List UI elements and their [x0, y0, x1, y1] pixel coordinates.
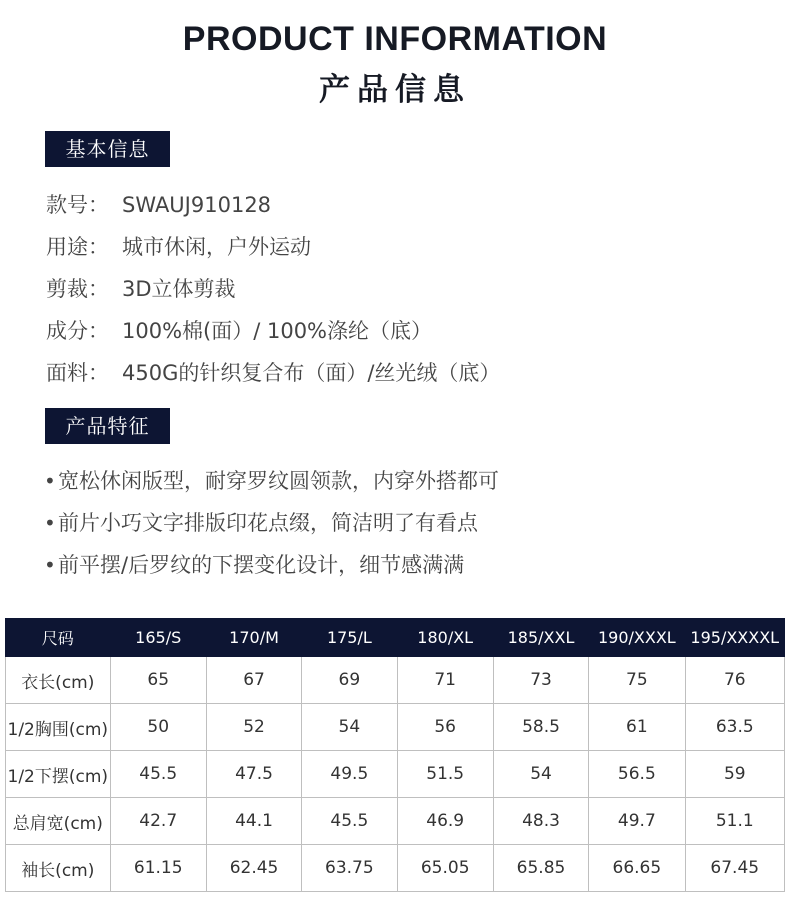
info-value: 100%棉(面）/ 100%涤纶（底） [122, 319, 433, 343]
feature-item [44, 462, 499, 504]
info-label: 面料： [46, 361, 109, 385]
info-label: 款号： [46, 193, 109, 217]
table-cell: 61.15 [110, 845, 206, 892]
table-row [6, 845, 785, 892]
table-cell: 56.5 [589, 751, 685, 798]
info-row-cut [46, 270, 500, 312]
table-cell: 47.5 [206, 751, 301, 798]
table-cell: 56 [397, 704, 493, 751]
table-cell: 58.5 [493, 704, 588, 751]
table-cell: 49.7 [589, 798, 685, 845]
size-header-cell: 185/XXL [493, 619, 588, 657]
size-chart-table [5, 618, 785, 892]
size-header-cell: 165/S [110, 619, 206, 657]
features-heading: 产品特征 [45, 408, 170, 444]
row-label-cell: 1/2下摆(cm) [6, 751, 111, 798]
page-title-en: PRODUCT INFORMATION [182, 20, 608, 58]
info-label: 用途： [46, 235, 109, 259]
info-label: 成分： [46, 319, 109, 343]
row-label-cell: 衣长(cm) [6, 657, 111, 704]
table-cell: 75 [589, 657, 685, 704]
feature-text: 前平摆/后罗纹的下摆变化设计，细节感满满 [58, 553, 465, 577]
table-cell: 51.5 [397, 751, 493, 798]
feature-item [44, 504, 499, 546]
bullet-icon: • [44, 511, 56, 535]
table-cell: 63.75 [302, 845, 397, 892]
table-cell: 45.5 [110, 751, 206, 798]
table-cell: 50 [110, 704, 206, 751]
feature-text: 前片小巧文字排版印花点缀，简洁明了有看点 [58, 511, 478, 535]
info-row-usage [46, 228, 500, 270]
info-value: 城市休闲，户外运动 [122, 235, 311, 259]
size-header-cell: 170/M [206, 619, 301, 657]
table-row [6, 657, 785, 704]
basic-info-list [46, 186, 500, 396]
info-value: 450G的针织复合布（面）/丝光绒（底） [122, 361, 501, 385]
size-header-cell: 195/XXXXL [685, 619, 784, 657]
bullet-icon: • [44, 469, 56, 493]
table-cell: 44.1 [206, 798, 301, 845]
info-value: SWAUJ910128 [122, 193, 272, 217]
info-row-style-number [46, 186, 500, 228]
info-row-fabric [46, 354, 500, 396]
table-cell: 48.3 [493, 798, 588, 845]
feature-item [44, 546, 499, 588]
info-label: 剪裁： [46, 277, 109, 301]
table-cell: 76 [685, 657, 784, 704]
table-row [6, 704, 785, 751]
table-row [6, 798, 785, 845]
table-cell: 73 [493, 657, 588, 704]
row-label-cell: 袖长(cm) [6, 845, 111, 892]
table-cell: 65.05 [397, 845, 493, 892]
row-label-cell: 总肩宽(cm) [6, 798, 111, 845]
features-list [44, 462, 499, 588]
table-cell: 49.5 [302, 751, 397, 798]
table-cell: 51.1 [685, 798, 784, 845]
bullet-icon: • [44, 553, 56, 577]
table-cell: 62.45 [206, 845, 301, 892]
table-cell: 66.65 [589, 845, 685, 892]
table-cell: 42.7 [110, 798, 206, 845]
table-cell: 67.45 [685, 845, 784, 892]
table-cell: 69 [302, 657, 397, 704]
table-cell: 65.85 [493, 845, 588, 892]
table-cell: 61 [589, 704, 685, 751]
table-row [6, 751, 785, 798]
table-cell: 54 [493, 751, 588, 798]
page-title-cn: 产品信息 [319, 72, 471, 108]
row-label-cell: 1/2胸围(cm) [6, 704, 111, 751]
size-header-cell: 175/L [302, 619, 397, 657]
size-header-cell: 尺码 [6, 619, 111, 657]
info-row-composition [46, 312, 500, 354]
feature-text: 宽松休闲版型，耐穿罗纹圆领款，内穿外搭都可 [58, 469, 499, 493]
table-cell: 63.5 [685, 704, 784, 751]
table-cell: 65 [110, 657, 206, 704]
table-cell: 45.5 [302, 798, 397, 845]
table-cell: 67 [206, 657, 301, 704]
table-cell: 52 [206, 704, 301, 751]
size-header-cell: 180/XL [397, 619, 493, 657]
basic-info-heading: 基本信息 [45, 131, 170, 167]
info-value: 3D立体剪裁 [122, 277, 236, 301]
size-header-cell: 190/XXXL [589, 619, 685, 657]
table-cell: 54 [302, 704, 397, 751]
size-header-row [6, 619, 785, 657]
table-cell: 59 [685, 751, 784, 798]
table-cell: 71 [397, 657, 493, 704]
table-cell: 46.9 [397, 798, 493, 845]
